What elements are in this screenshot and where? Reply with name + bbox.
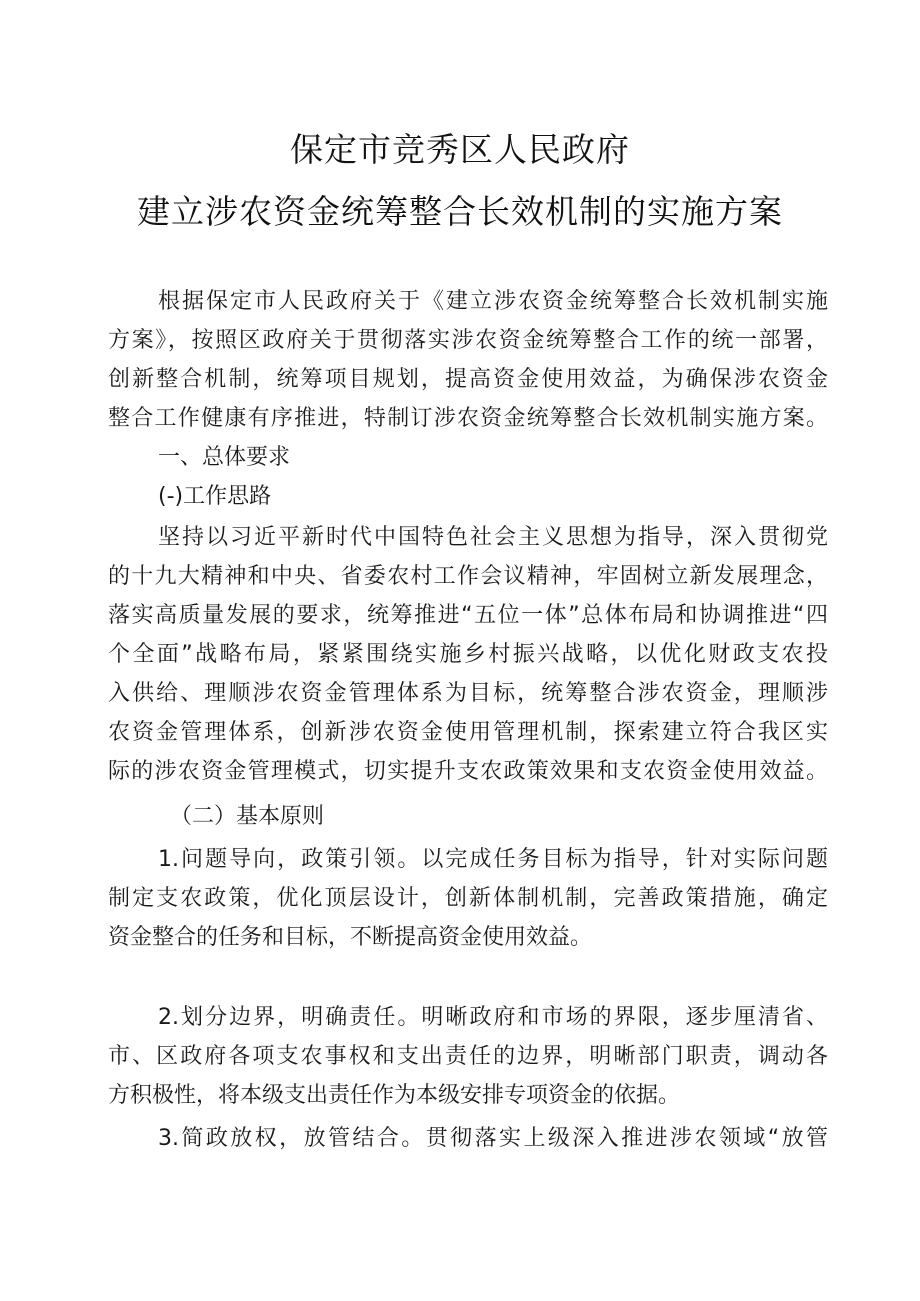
- principle-line: 3.简政放权，放管结合。贯彻落实上级深入推进涉农领域“放管: [158, 1126, 828, 1151]
- principle-line: 资金整合的任务和目标，不断提高资金使用效益。: [108, 925, 593, 950]
- section-heading: 一、总体要求: [158, 445, 291, 470]
- document-title-line-2: 建立涉农资金统筹整合长效机制的实施方案: [137, 192, 783, 231]
- body-line: 际的涉农资金管理模式，切实提升支农政策效果和支农资金使用效益。: [108, 759, 828, 784]
- principle-line: 制定支农政策，优化顶层设计，创新体制机制，完善政策措施，确定: [108, 886, 828, 911]
- subsection-heading: (-)工作思路: [158, 484, 272, 509]
- principle-line: 1.问题导向，政策引领。以完成任务目标为指导，针对实际问题: [158, 847, 828, 872]
- principle-line: 2.划分边界，明确责任。明晰政府和市场的界限，逐步厘清省、: [158, 1005, 828, 1030]
- principle-line: 市、区政府各项支农事权和支出责任的边界，明晰部门职责，调动各: [108, 1044, 828, 1069]
- intro-line: 创新整合机制，统筹项目规划，提高资金使用效益，为确保涉农资金: [108, 367, 828, 392]
- body-line: 坚持以习近平新时代中国特色社会主义思想为指导，深入贯彻党: [158, 525, 828, 550]
- subsection-heading: （二）基本原则: [170, 804, 325, 829]
- body-line: 落实高质量发展的要求，统筹推进“五位一体”总体布局和协调推进“四: [108, 603, 828, 628]
- principle-line: 方积极性，将本级支出责任作为本级安排专项资金的依据。: [108, 1083, 681, 1108]
- body-line: 个全面”战略布局，紧紧围绕实施乡村振兴战略，以优化财政支农投: [108, 642, 828, 667]
- body-line: 的十九大精神和中央、省委农村工作会议精神，牢固树立新发展理念，: [108, 564, 828, 589]
- body-line: 农资金管理体系，创新涉农资金使用管理机制，探索建立符合我区实: [108, 720, 828, 745]
- document-title-line-1: 保定市竞秀区人民政府: [290, 130, 630, 169]
- body-line: 入供给、理顺涉农资金管理体系为目标，统筹整合涉农资金，理顺涉: [108, 681, 828, 706]
- intro-line: 根据保定市人民政府关于《建立涉农资金统筹整合长效机制实施: [158, 289, 828, 314]
- intro-line: 整合工作健康有序推进，特制订涉农资金统筹整合长效机制实施方案。: [108, 406, 828, 431]
- intro-line: 方案》，按照区政府关于贯彻落实涉农资金统筹整合工作的统一部署，: [108, 328, 828, 353]
